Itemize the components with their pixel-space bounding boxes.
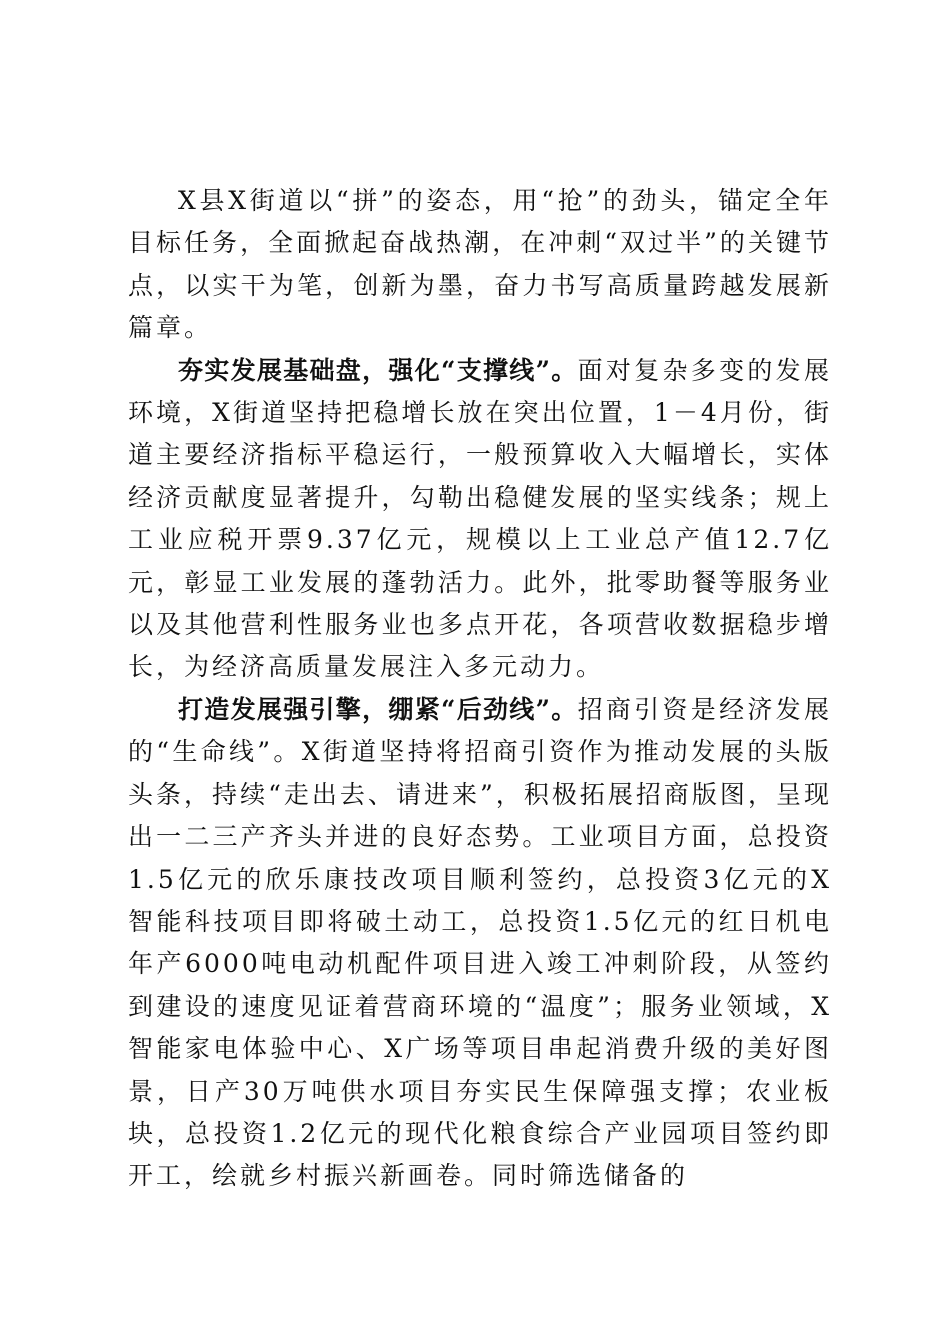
document-body: [128, 180, 832, 1198]
paragraph-lead: 打造发展强引擎，绷紧“后劲线”。: [178, 694, 578, 724]
paragraph-intro: [128, 180, 832, 350]
paragraph-foundation: [128, 350, 832, 689]
paragraph-text: 面对复杂多变的发展环境，X街道坚持把稳增长放在突出位置，1－4月份，街道主要经济指标平稳运行，一般预算收入大幅增长，实体经济贡献度显著提升，勾勒出稳健发展的坚实线条；规上工业应税开票9.37亿元，规模以上工业总产值12.7亿元，彰显工业发展的蓬勃活力。此外，批零助餐等服务业以及其他营利性服务业也多点开花，各项营收数据稳步增长，为经济高质量发展注入多元动力。: [128, 355, 832, 682]
paragraph-text: 招商引资是经济发展的“生命线”。X街道坚持将招商引资作为推动发展的头版头条，持续“走出去、请进来”，积极拓展招商版图，呈现出一二三产齐头并进的良好态势。工业项目方面，总投资1.5亿元的欣乐康技改项目顺利签约，总投资3亿元的X智能科技项目即将破土动工，总投资1.5亿元的红日机电年产6000吨电动机配件项目进入竣工冲刺阶段，从签约到建设的速度见证着营商环境的“温度”；服务业领域，X智能家电体验中心、X广场等项目串起消费升级的美好图景，日产30万吨供水项目夯实民生保障强支撑；农业板块，总投资1.2亿元的现代化粮食综合产业园项目签约即开工，绘就乡村振兴新画卷。同时筛选储备的: [128, 694, 832, 1191]
paragraph-text: X县X街道以“拼”的姿态，用“抢”的劲头，锚定全年目标任务，全面掀起奋战热潮，在冲刺“双过半”的关键节点，以实干为笔，创新为墨，奋力书写高质量跨越发展新篇章。: [128, 186, 832, 343]
paragraph-lead: 夯实发展基础盘，强化“支撑线”。: [178, 355, 578, 385]
paragraph-engine: [128, 689, 832, 1198]
